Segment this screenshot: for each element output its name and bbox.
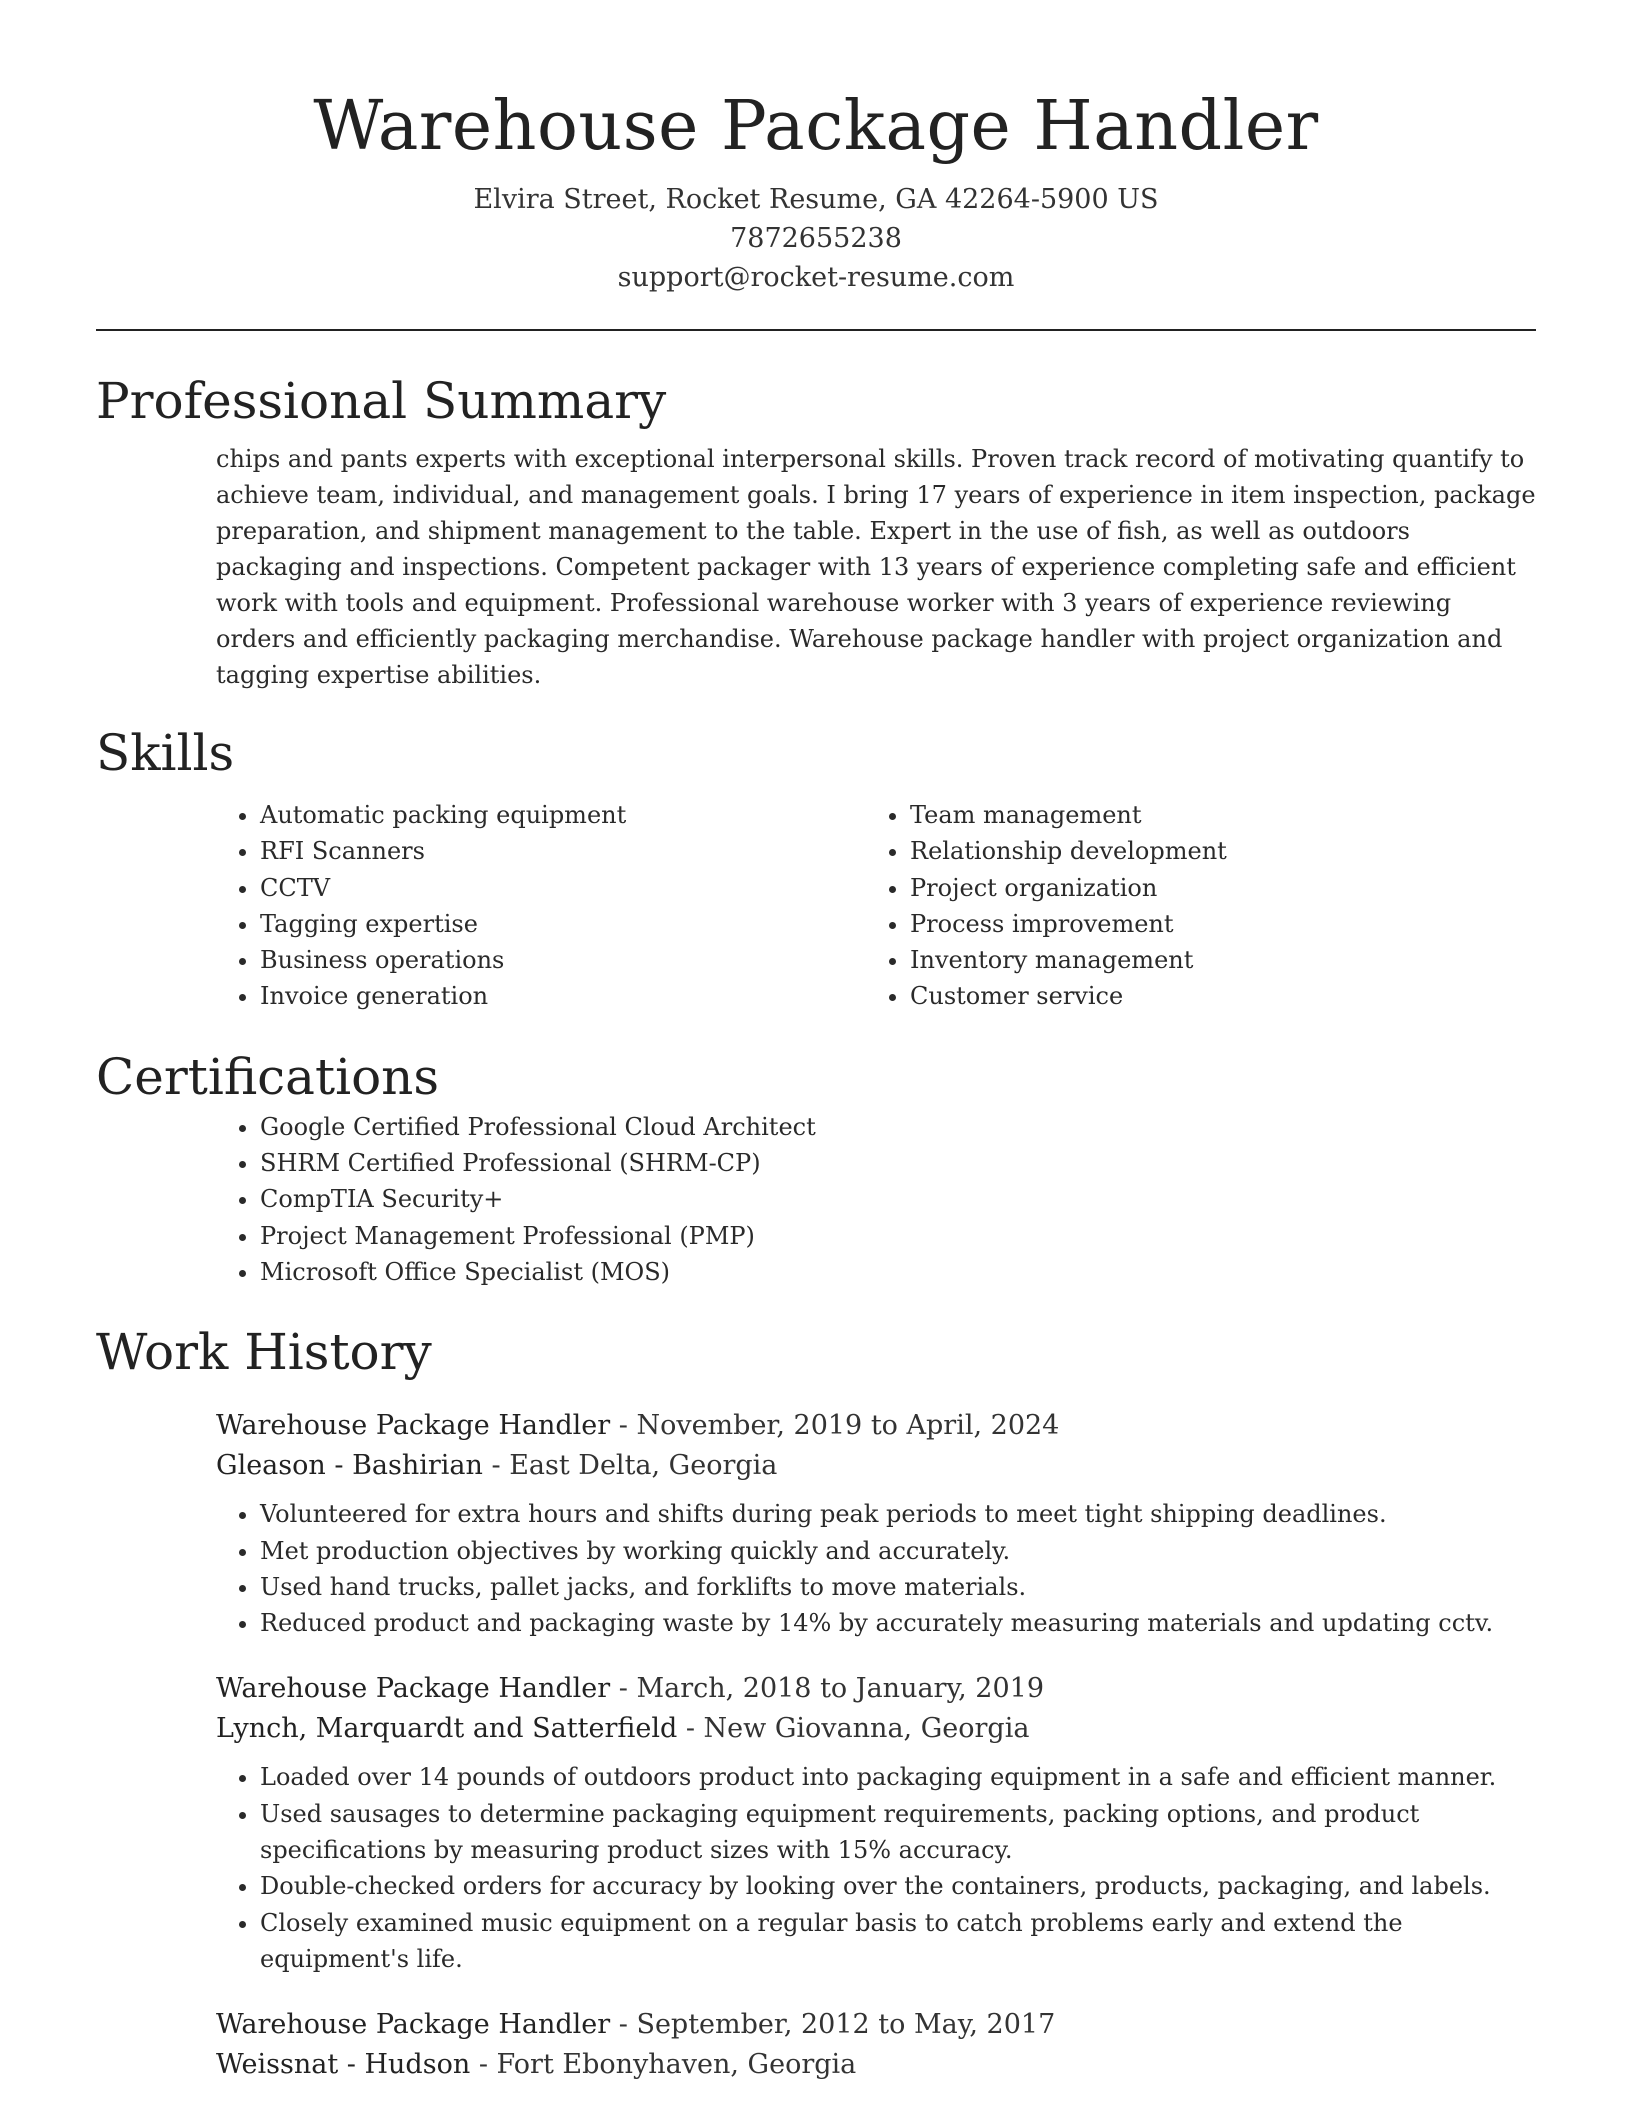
certification-item: • Google Certified Professional Cloud Architect: [260, 1109, 1536, 1145]
job-bullet: • Loaded over 14 pounds of outdoors product into packaging equipment in a safe and efficient manner.: [260, 1759, 1536, 1795]
job-entry: [216, 1406, 1536, 1641]
skills-list-left: [96, 797, 746, 1015]
contact-block: [96, 180, 1536, 297]
job-title-line: [216, 2005, 1536, 2045]
phone-line: 7872655238: [730, 223, 902, 254]
header-divider: [96, 329, 1536, 331]
job-bullet: • Used hand trucks, pallet jacks, and forklifts to move materials.: [260, 1569, 1536, 1605]
job-company: Lynch, Marquardt and Satterfield: [216, 1713, 678, 1745]
summary-text: chips and pants experts with exceptional interpersonal skills. Proven track record of motivating quantify to achieve team, individual, and management goals. I bring 17 years of experience in item inspection, package preparation, and shipment management to the table. Expert in the use of fish, as well as outdoors packaging and inspections. Competent packager with 13 years of experience completing safe and efficient work with tools and equipment. Professional warehouse worker with 3 years of experience reviewing orders and efficiently packaging merchandise. Warehouse package handler with project organization and tagging expertise abilities.: [216, 445, 1536, 689]
skill-item: • Business operations: [260, 942, 746, 978]
address-line: Elvira Street, Rocket Resume, GA 42264-5900 US: [473, 184, 1159, 215]
job-title-line: [216, 1669, 1536, 1709]
skills-grid: [96, 797, 1536, 1015]
job-bullets: [216, 1496, 1536, 1641]
job-bullet: • Closely examined music equipment on a regular basis to catch problems early and extend the equipment's life.: [260, 1905, 1536, 1978]
job-dates: - March, 2018 to January, 2019: [610, 1673, 1045, 1705]
job-entry: [216, 1669, 1536, 1977]
job-dates: - September, 2012 to May, 2017: [610, 2009, 1056, 2041]
skills-list-right: [746, 797, 1396, 1015]
skill-item: • CCTV: [260, 870, 746, 906]
skill-item: • Invoice generation: [260, 978, 746, 1014]
job-role: Warehouse Package Handler: [216, 1410, 611, 1442]
skill-item: • Project organization: [910, 870, 1396, 906]
summary-heading: Professional Summary: [96, 372, 667, 430]
skills-column-left: [96, 797, 746, 1015]
job-location: - New Giovanna, Georgia: [677, 1713, 1030, 1745]
skill-item: • Relationship development: [910, 833, 1396, 869]
certifications-heading: Certifications: [96, 1047, 440, 1106]
job-bullet: • Used sausages to determine packaging equipment requirements, packing options, and product specifications by measuring product sizes with 15% accuracy.: [260, 1796, 1536, 1869]
resume-page: [96, 0, 1536, 2085]
job-bullet: • Volunteered for extra hours and shifts during peak periods to meet tight shipping deadlines.: [260, 1496, 1536, 1532]
skills-heading: Skills: [96, 724, 235, 782]
job-location: - Fort Ebonyhaven, Georgia: [470, 2049, 857, 2081]
candidate-name: Warehouse Package Handler: [313, 87, 1319, 166]
job-company-line: [216, 1446, 1536, 1486]
job-role: Warehouse Package Handler: [216, 2009, 611, 2041]
certification-item: • SHRM Certified Professional (SHRM-CP): [260, 1145, 1536, 1181]
work-history-heading: Work History: [96, 1323, 432, 1382]
job-entry: [216, 2005, 1536, 2085]
job-location: - East Delta, Georgia: [482, 1450, 778, 1482]
job-company: Weissnat - Hudson: [216, 2049, 471, 2081]
skills-column-right: [746, 797, 1396, 1015]
job-bullets: [216, 1759, 1536, 1977]
certifications-list: [96, 1109, 1536, 1290]
job-bullet: • Reduced product and packaging waste by 14% by accurately measuring materials and updating cctv.: [260, 1605, 1536, 1641]
skill-item: • Automatic packing equipment: [260, 797, 746, 833]
skill-item: • Inventory management: [910, 942, 1396, 978]
skill-item: • Customer service: [910, 978, 1396, 1014]
certification-item: • Microsoft Office Specialist (MOS): [260, 1254, 1536, 1290]
skill-item: • RFI Scanners: [260, 833, 746, 869]
job-company-line: [216, 1709, 1536, 1749]
job-bullet: • Double-checked orders for accuracy by looking over the containers, products, packaging, and labels.: [260, 1868, 1536, 1904]
job-company: Gleason - Bashirian: [216, 1450, 483, 1482]
certification-item: • CompTIA Security+: [260, 1181, 1536, 1217]
email-line: support@rocket-resume.com: [617, 262, 1015, 293]
skill-item: • Process improvement: [910, 906, 1396, 942]
job-title-line: [216, 1406, 1536, 1446]
skill-item: • Team management: [910, 797, 1396, 833]
certification-item: • Project Management Professional (PMP): [260, 1218, 1536, 1254]
resume-header: [96, 0, 1536, 297]
job-bullet: • Met production objectives by working quickly and accurately.: [260, 1533, 1536, 1569]
job-role: Warehouse Package Handler: [216, 1673, 611, 1705]
job-dates: - November, 2019 to April, 2024: [610, 1410, 1060, 1442]
job-company-line: [216, 2045, 1536, 2085]
skill-item: • Tagging expertise: [260, 906, 746, 942]
